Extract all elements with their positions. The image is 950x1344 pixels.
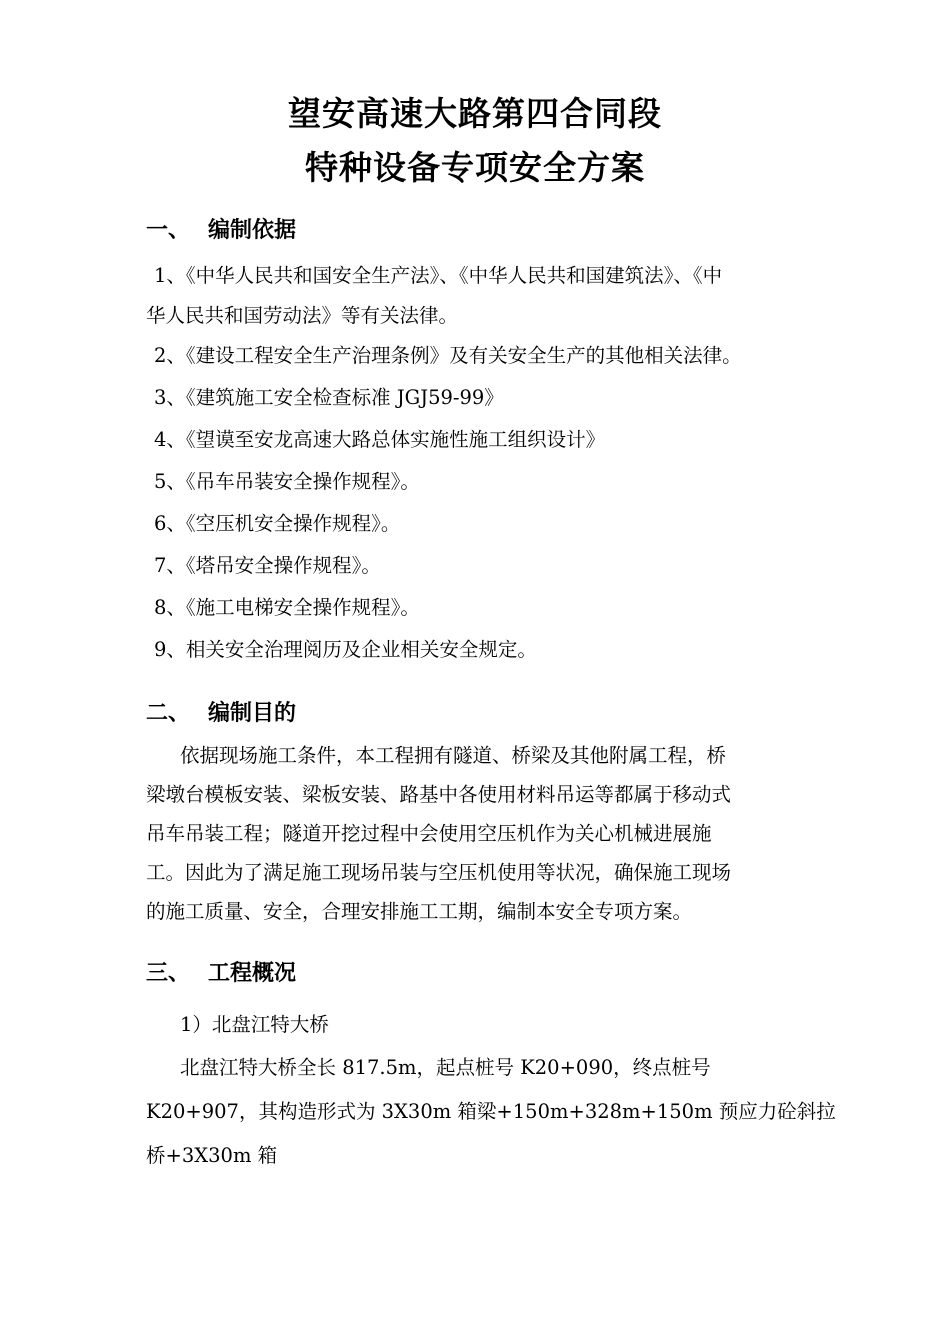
section3-line: K20+907，其构造形式为 3X30m 箱梁+150m+328m+150m 预应力砼斜拉: [146, 1100, 836, 1123]
section1-line: 5、《吊车吊装安全操作规程》。: [154, 470, 420, 493]
section1-line: 9、相关安全治理阅历及企业相关安全规定。: [154, 638, 537, 661]
section3-title: 工程概况: [208, 960, 297, 986]
document-title-line1: 望安高速大路第四合同段: [288, 94, 662, 133]
section2-number: 二、: [146, 700, 191, 726]
section3-line: 1）北盘江特大桥: [180, 1013, 329, 1036]
section1-line: 3、《建筑施工安全检查标准 JGJ59-99》: [154, 386, 504, 409]
section3-line: 北盘江特大桥全长 817.5m，起点桩号 K20+090，终点桩号: [180, 1056, 711, 1079]
section2-heading: [146, 696, 296, 727]
section2-line: 吊车吊装工程；隧道开挖过程中会使用空压机作为关心机械进展施: [146, 822, 712, 845]
section1-title: 编制依据: [208, 217, 297, 243]
section1-line: 6、《空压机安全操作规程》。: [154, 512, 401, 535]
document-title-line2: 特种设备专项安全方案: [305, 148, 645, 187]
section2-line: 的施工质量、安全，合理安排施工工期，编制本安全专项方案。: [146, 900, 693, 923]
section3-line: 桥+3X30m 箱: [146, 1144, 278, 1167]
section2-line: 梁墩台模板安装、梁板安装、路基中各使用材料吊运等都属于移动式: [146, 783, 732, 806]
section1-line: 4、《望谟至安龙高速大路总体实施性施工组织设计》: [154, 428, 606, 451]
section2-line: 工。因此为了满足施工现场吊装与空压机使用等状况，确保施工现场: [146, 861, 732, 884]
section1-line: 1、《中华人民共和国安全生产法》、《中华人民共和国建筑法》、《中: [154, 264, 723, 287]
section1-line: 2、《建设工程安全生产治理条例》及有关安全生产的其他相关法律。: [154, 344, 742, 367]
section2-title: 编制目的: [208, 700, 297, 726]
section1-line: 8、《施工电梯安全操作规程》。: [154, 596, 420, 619]
section3-number: 三、: [146, 960, 191, 986]
section2-line: 依据现场施工条件，本工程拥有隧道、桥梁及其他附属工程，桥: [180, 744, 727, 767]
section1-heading: [146, 213, 296, 244]
section1-number: 一、: [146, 217, 191, 243]
section1-line: 华人民共和国劳动法》等有关法律。: [146, 304, 459, 327]
section3-heading: [146, 956, 296, 987]
section1-line: 7、《塔吊安全操作规程》。: [154, 554, 381, 577]
